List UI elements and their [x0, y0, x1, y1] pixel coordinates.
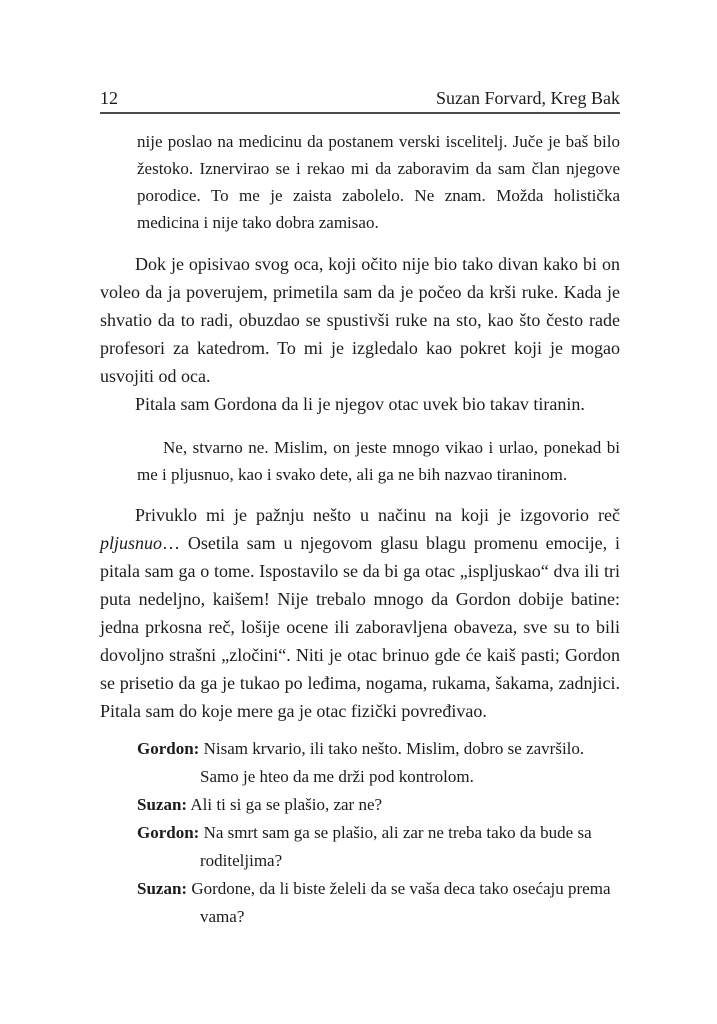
rich-text-segment: Privuklo mi je pažnju nešto u načinu na koji je izgovorio reč	[135, 505, 620, 525]
rich-text-italic-segment: pljusnuo	[100, 533, 163, 553]
rich-text-segment: … Osetila sam u njegovom glasu blagu promenu emocije, i pitala sam ga o tome. Ispostavilo se da bi ga otac „ispljuskao“ dva ili tri puta nedeljno, kaišem! Nije trebalo mnogo da Gordon dobije batine: jedna prkosna reč, lošije ocene ili zaboravljena obaveza, sve su to bili dovoljno strašni „zločini“. Niti je otac brinuo gde će kaiš pasti; Gordon se prisetio da ga je tukao po leđima, nogama, rukama, šakama, zadnjici. Pitala sam do koje mere ga je otac fizički povređivao.	[100, 533, 620, 721]
blockquote-gordon-father-account: nije poslao na medicinu da postanem verski iscelitelj. Juče je baš bilo žestoko. Iznervirao se i rekao mi da zaboravim da sam član njegove porodice. To me je zaista zabolelo. Ne znam. Možda holistička medicina i nije tako dobra zamisao.	[137, 132, 620, 232]
dialogue-speaker: Gordon:	[137, 823, 200, 842]
page-header	[100, 88, 620, 114]
dialogue-text: Ali ti si ga se plašio, zar ne?	[190, 795, 383, 814]
dialogue-speaker: Suzan:	[137, 795, 188, 814]
dialogue-line	[100, 875, 620, 931]
dialogue-text: Na smrt sam ga se plašio, ali zar ne treba tako da bude sa roditeljima?	[200, 823, 592, 870]
dialogue-block	[100, 735, 620, 931]
dialogue-speaker: Gordon:	[137, 739, 200, 758]
running-title: Suzan Forvard, Kreg Bak	[436, 88, 620, 108]
blockquote-gordon-reply: Ne, stvarno ne. Mislim, on jeste mnogo vikao i urlao, ponekad bi me i pljusnuo, kao i svako dete, ali ga ne bih nazvao tiraninom.	[137, 438, 620, 484]
paragraph-narration-3	[100, 501, 620, 725]
dialogue-speaker: Suzan:	[137, 879, 188, 898]
paragraph-narration-2: Pitala sam Gordona da li je njegov otac uvek bio takav tiranin.	[135, 394, 585, 414]
dialogue-line	[100, 819, 620, 875]
page-number: 12	[100, 88, 118, 108]
paragraph-narration-1: Dok je opisivao svog oca, koji očito nije bio tako divan kako bi on voleo da ja poverujem, primetila sam da je počeo da krši ruke. Kada je shvatio da to radi, obuzdao se spustivši ruke na sto, kao što često rade profesori za katedrom. To mi je izgledalo kao pokret koji je mogao usvojiti od oca.	[100, 254, 620, 386]
dialogue-text: Nisam krvario, ili tako nešto. Mislim, dobro se završilo. Samo je hteo da me drži pod kontrolom.	[200, 739, 585, 786]
dialogue-line	[100, 735, 620, 791]
dialogue-text: Gordone, da li biste želeli da se vaša deca tako osećaju prema vama?	[191, 879, 611, 926]
dialogue-line	[100, 791, 620, 819]
page-body	[100, 128, 620, 931]
